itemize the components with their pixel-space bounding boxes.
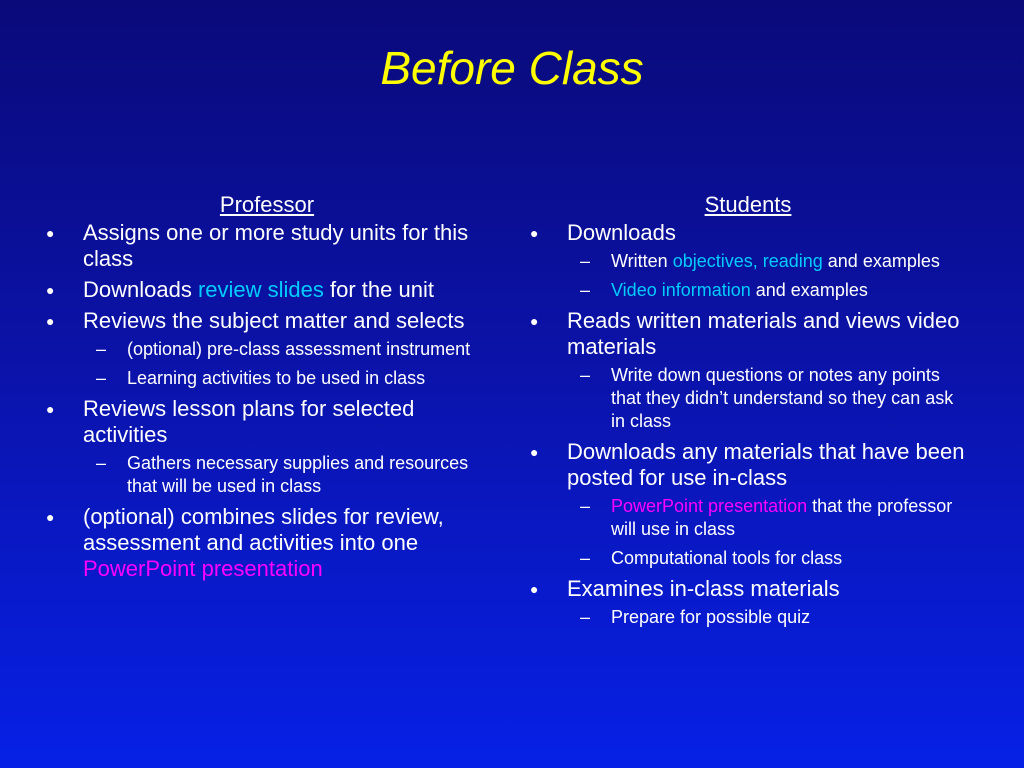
- students-column: [528, 192, 968, 635]
- list-item: [528, 308, 968, 433]
- bullet-icon: ●: [46, 313, 55, 329]
- dash-icon: –: [580, 496, 591, 516]
- sub-list: [567, 364, 968, 433]
- list-item: [44, 396, 490, 498]
- item-text: Assigns one or more study units for this class: [83, 220, 469, 271]
- bullet-icon: ●: [46, 282, 55, 298]
- sub-list-item: [567, 606, 968, 629]
- professor-heading: Professor: [219, 192, 315, 217]
- item-text: Reviews the subject matter and selects: [83, 308, 465, 333]
- dash-icon: –: [580, 548, 591, 568]
- sub-list-item: [567, 250, 968, 273]
- bullet-icon: ●: [46, 401, 55, 417]
- sub-item-text: (optional) pre-class assessment instrument: [127, 339, 471, 359]
- dash-icon: –: [96, 368, 107, 388]
- dash-icon: –: [580, 280, 591, 300]
- bullet-icon: ●: [530, 225, 539, 241]
- list-item: [528, 576, 968, 629]
- bullet-icon: ●: [530, 313, 539, 329]
- sub-item-text: Computational tools for class: [611, 548, 843, 568]
- item-text: Downloads: [83, 277, 198, 302]
- dash-icon: –: [580, 607, 591, 627]
- sub-list-item: [567, 547, 968, 570]
- bullet-icon: ●: [530, 581, 539, 597]
- bullet-icon: ●: [46, 225, 55, 241]
- item-text: Reviews lesson plans for selected activities: [83, 396, 415, 447]
- sub-list-item: [567, 279, 968, 302]
- item-text: Reads written materials and views video materials: [567, 308, 960, 359]
- highlight-text: Video information: [611, 280, 751, 300]
- sub-item-text: and examples: [822, 251, 940, 271]
- sub-item-text: Write down questions or notes any points that they didn’t understand so they can ask in class: [611, 365, 954, 431]
- sub-list: [83, 452, 490, 498]
- list-item: [44, 308, 490, 390]
- item-text: Downloads any materials that have been posted for use in-class: [567, 439, 965, 490]
- list-item: [44, 504, 490, 582]
- item-text: Downloads: [567, 220, 676, 245]
- highlight-text: objectives, reading: [672, 251, 823, 271]
- dash-icon: –: [580, 251, 591, 271]
- sub-list-item: [83, 367, 490, 390]
- sub-list: [567, 606, 968, 629]
- bullet-icon: ●: [530, 444, 539, 460]
- sub-list-item: [83, 338, 490, 361]
- dash-icon: –: [580, 365, 591, 385]
- professor-column: [44, 192, 490, 587]
- sub-item-text: and examples: [750, 280, 868, 300]
- students-heading: Students: [704, 192, 792, 217]
- students-list: [528, 220, 968, 629]
- sub-list-item: [567, 495, 968, 541]
- sub-list-item: [83, 452, 490, 498]
- item-text: (optional) combines slides for review, assessment and activities into one: [83, 504, 444, 555]
- sub-list: [567, 250, 968, 302]
- list-item: [44, 277, 490, 303]
- list-item: [528, 220, 968, 302]
- slide-title: Before Class: [380, 42, 644, 94]
- sub-item-text: Prepare for possible quiz: [611, 607, 811, 627]
- dash-icon: –: [96, 453, 107, 473]
- highlight-text: review slides: [197, 277, 324, 302]
- professor-list: [44, 220, 490, 582]
- item-text: for the unit: [323, 277, 434, 302]
- sub-item-text: Written: [611, 251, 673, 271]
- list-item: [44, 220, 490, 272]
- bullet-icon: ●: [46, 509, 55, 525]
- highlight-text: PowerPoint presentation: [611, 496, 808, 516]
- item-text: Examines in-class materials: [567, 576, 840, 601]
- sub-list-item: [567, 364, 968, 433]
- sub-item-text: Learning activities to be used in class: [127, 368, 426, 388]
- list-item: [528, 439, 968, 570]
- sub-list: [83, 338, 490, 390]
- sub-item-text: that the professor will use in class: [611, 496, 953, 539]
- sub-list: [567, 495, 968, 570]
- highlight-text: PowerPoint presentation: [83, 556, 323, 581]
- dash-icon: –: [96, 339, 107, 359]
- sub-item-text: Gathers necessary supplies and resources that will be used in class: [127, 453, 469, 496]
